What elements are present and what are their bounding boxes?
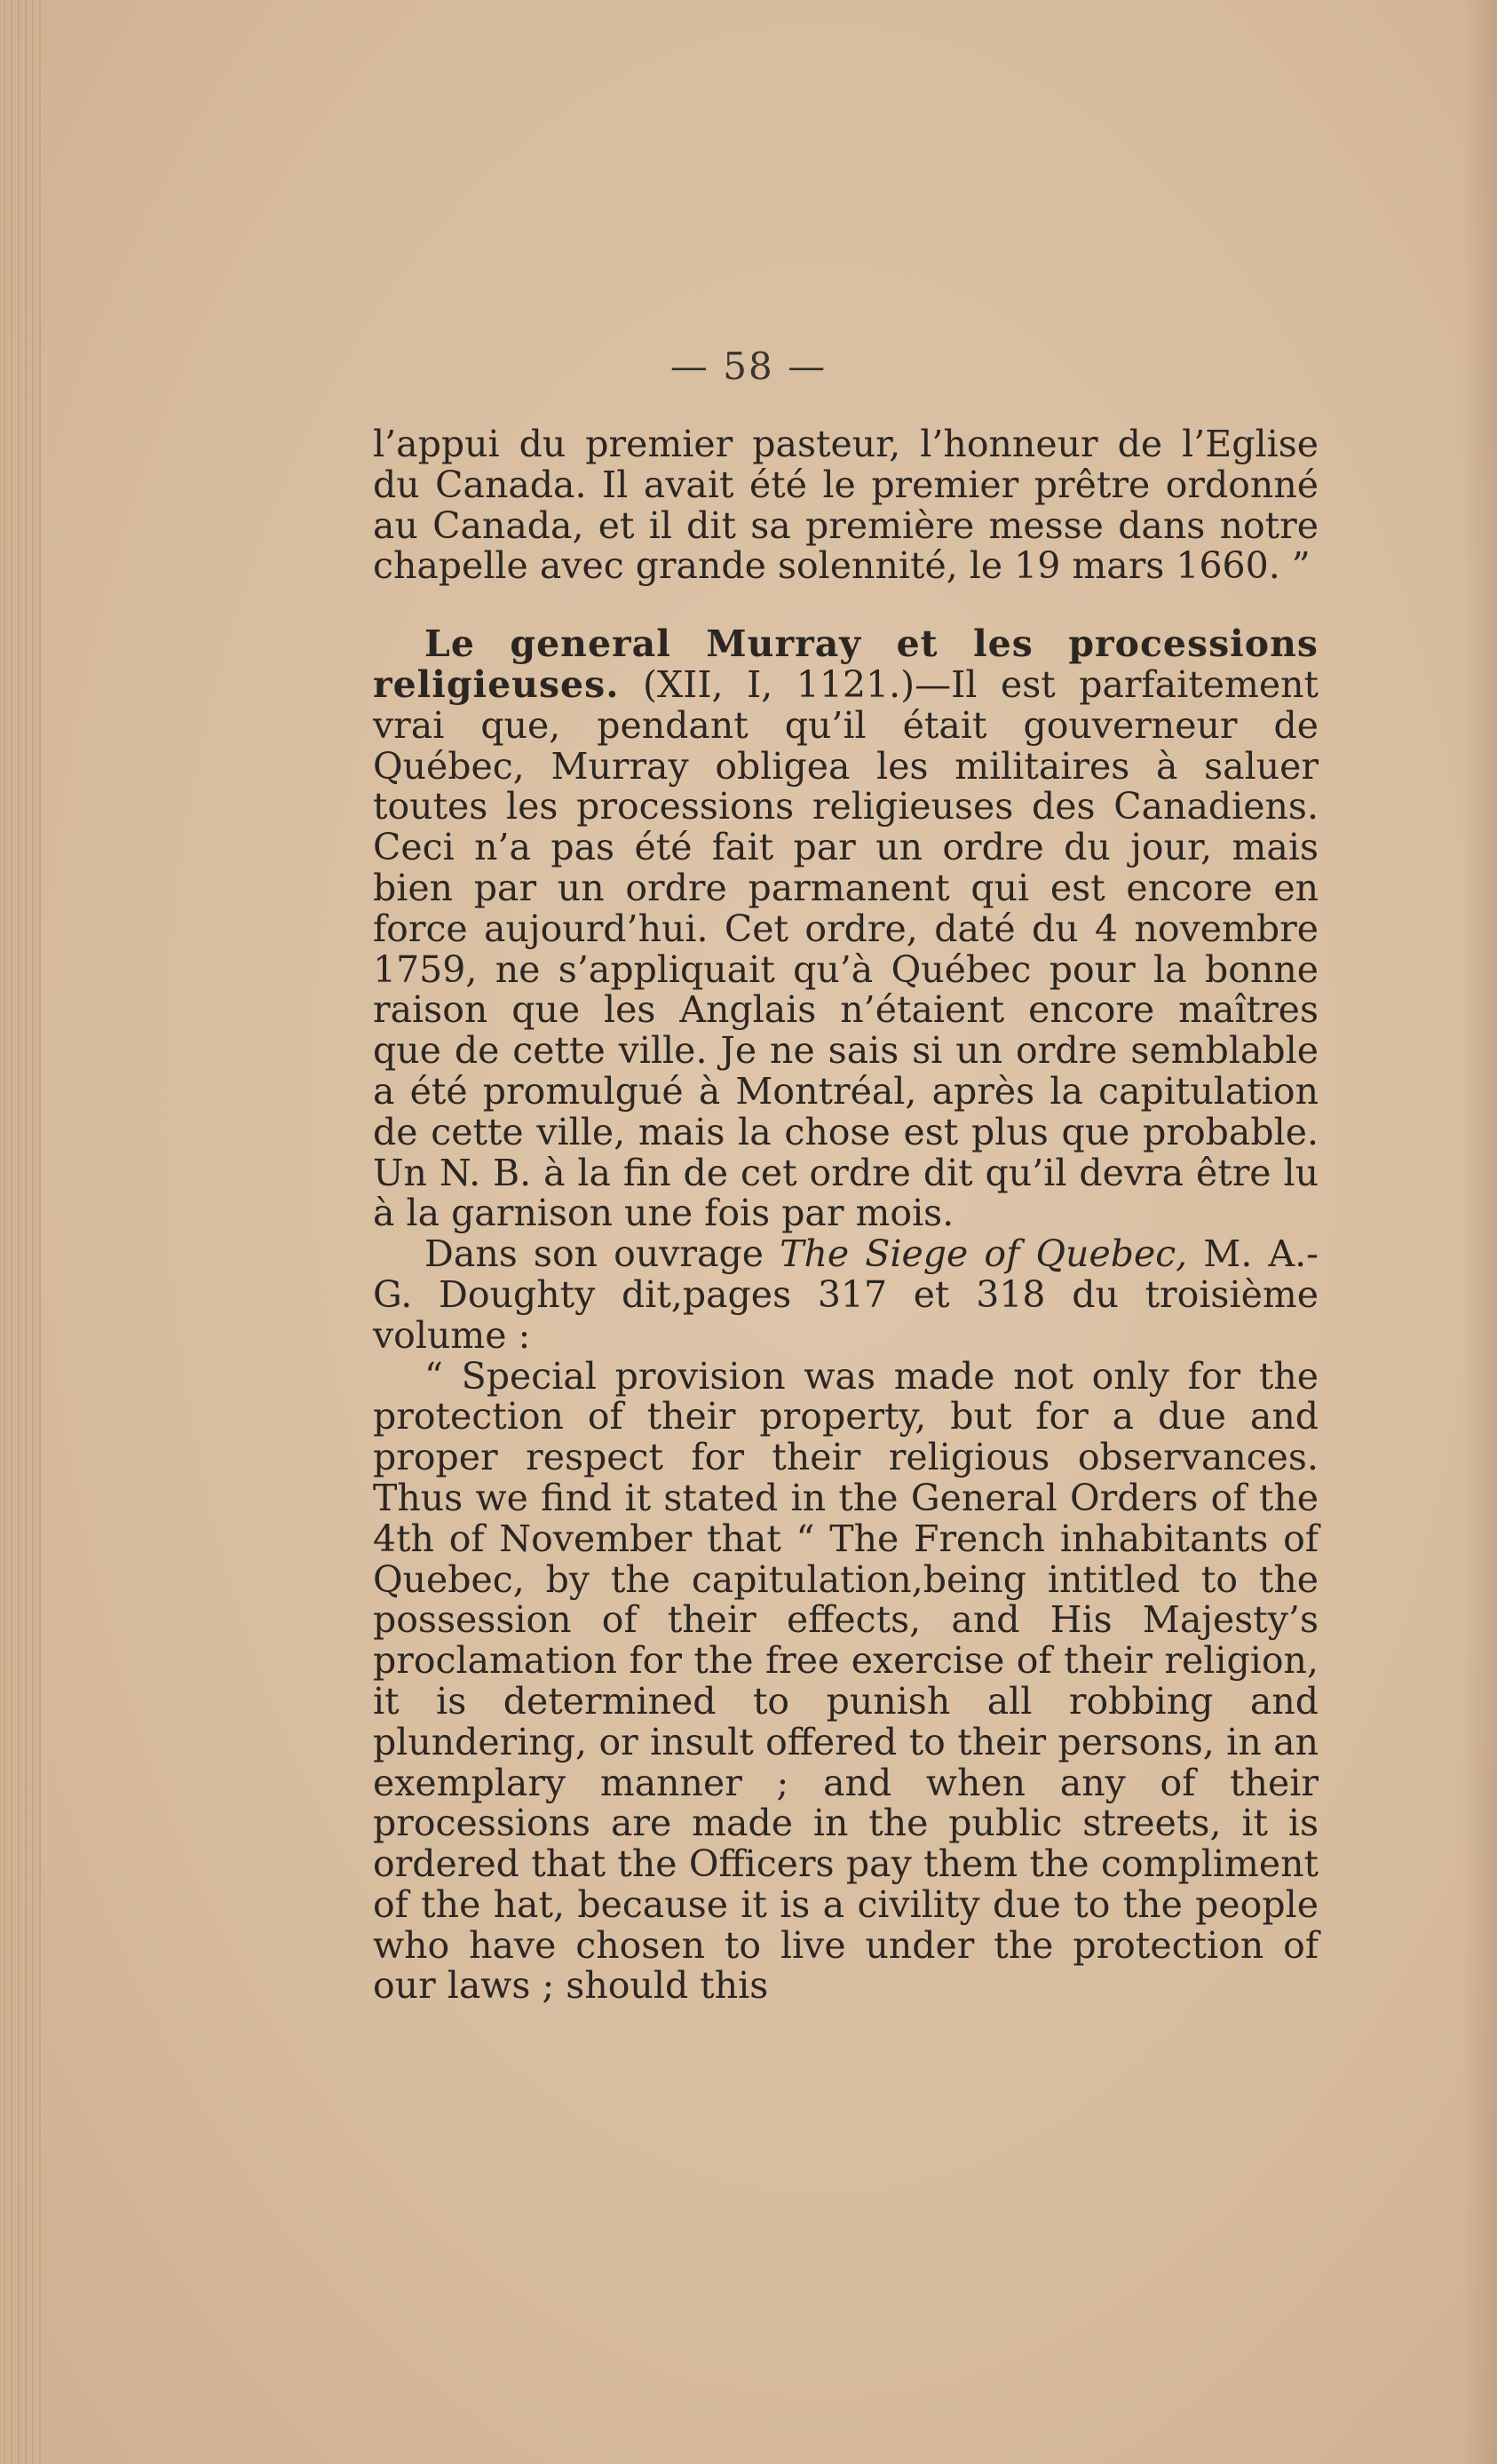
section-reference: (XII, I, 1121.): [619, 662, 915, 706]
page-number: — 58 —: [669, 345, 828, 388]
body-text: [373, 424, 1319, 2007]
paragraph-doughty: [373, 1234, 1319, 1356]
paragraph-quotation: “ Special provision was made not only for the protection of their property, but for a due and proper respect for their religious observances. Thus we find it stated in the General Orders of the 4th of November that “ The French inhabitants of Quebec, by the capitulation,being intitled to the possession of their effects, and His Majesty’s proclamation for the free exercise of their religion, it is determined to punish all robbing and plundering, or insult offered to their persons, in an exemplary manner ; and when any of their processions are made in the public streets, it is ordered that the Officers pay them the compliment of the hat, because it is a civility due to the people who have chosen to live under the protection of our laws ; should this: [373, 1354, 1319, 2008]
paragraph-continuation: l’appui du premier pasteur, l’honneur de l’Eglise du Canada. Il avait été le premier prêtre ordonné au Canada, et il dit sa première messe dans notre chapelle avec grande solennité, le 19 mars 1660. ”: [373, 423, 1319, 588]
paragraph-murray-body: —Il est parfaitement vrai que, pendant qu’il était gouverneur de Québec, Murray obligea les militaires à saluer toutes les processions religieuses des Canadiens. Ceci n’a pas été fait par un ordre du jour, mais bien par un ordre parmanent qui est encore en force aujourd’hui. Cet ordre, daté du 4 novembre 1759, ne s’appliquait qu’à Québec pour la bonne raison que les Anglais n’étaient encore maîtres que de cette ville. Je ne sais si un ordre semblable a été promulgué à Montréal, après la capitulation de cette ville, mais la chose est plus que probable. Un N. B. à la fin de cet ordre dit qu’il devra être lu à la garnison une fois par mois.: [373, 662, 1319, 1235]
paragraph-murray: [373, 624, 1319, 1234]
section-heading: Le general Murray et les processions religieuses.: [373, 622, 1319, 706]
paragraph-doughty-intro: Dans son ouvrage: [424, 1232, 780, 1276]
paragraph-doughty-rest: M. A.-G. Doughty dit,pages 317 et 318 du troisième volume :: [373, 1232, 1319, 1357]
book-title: The Siege of Quebec,: [780, 1232, 1188, 1276]
